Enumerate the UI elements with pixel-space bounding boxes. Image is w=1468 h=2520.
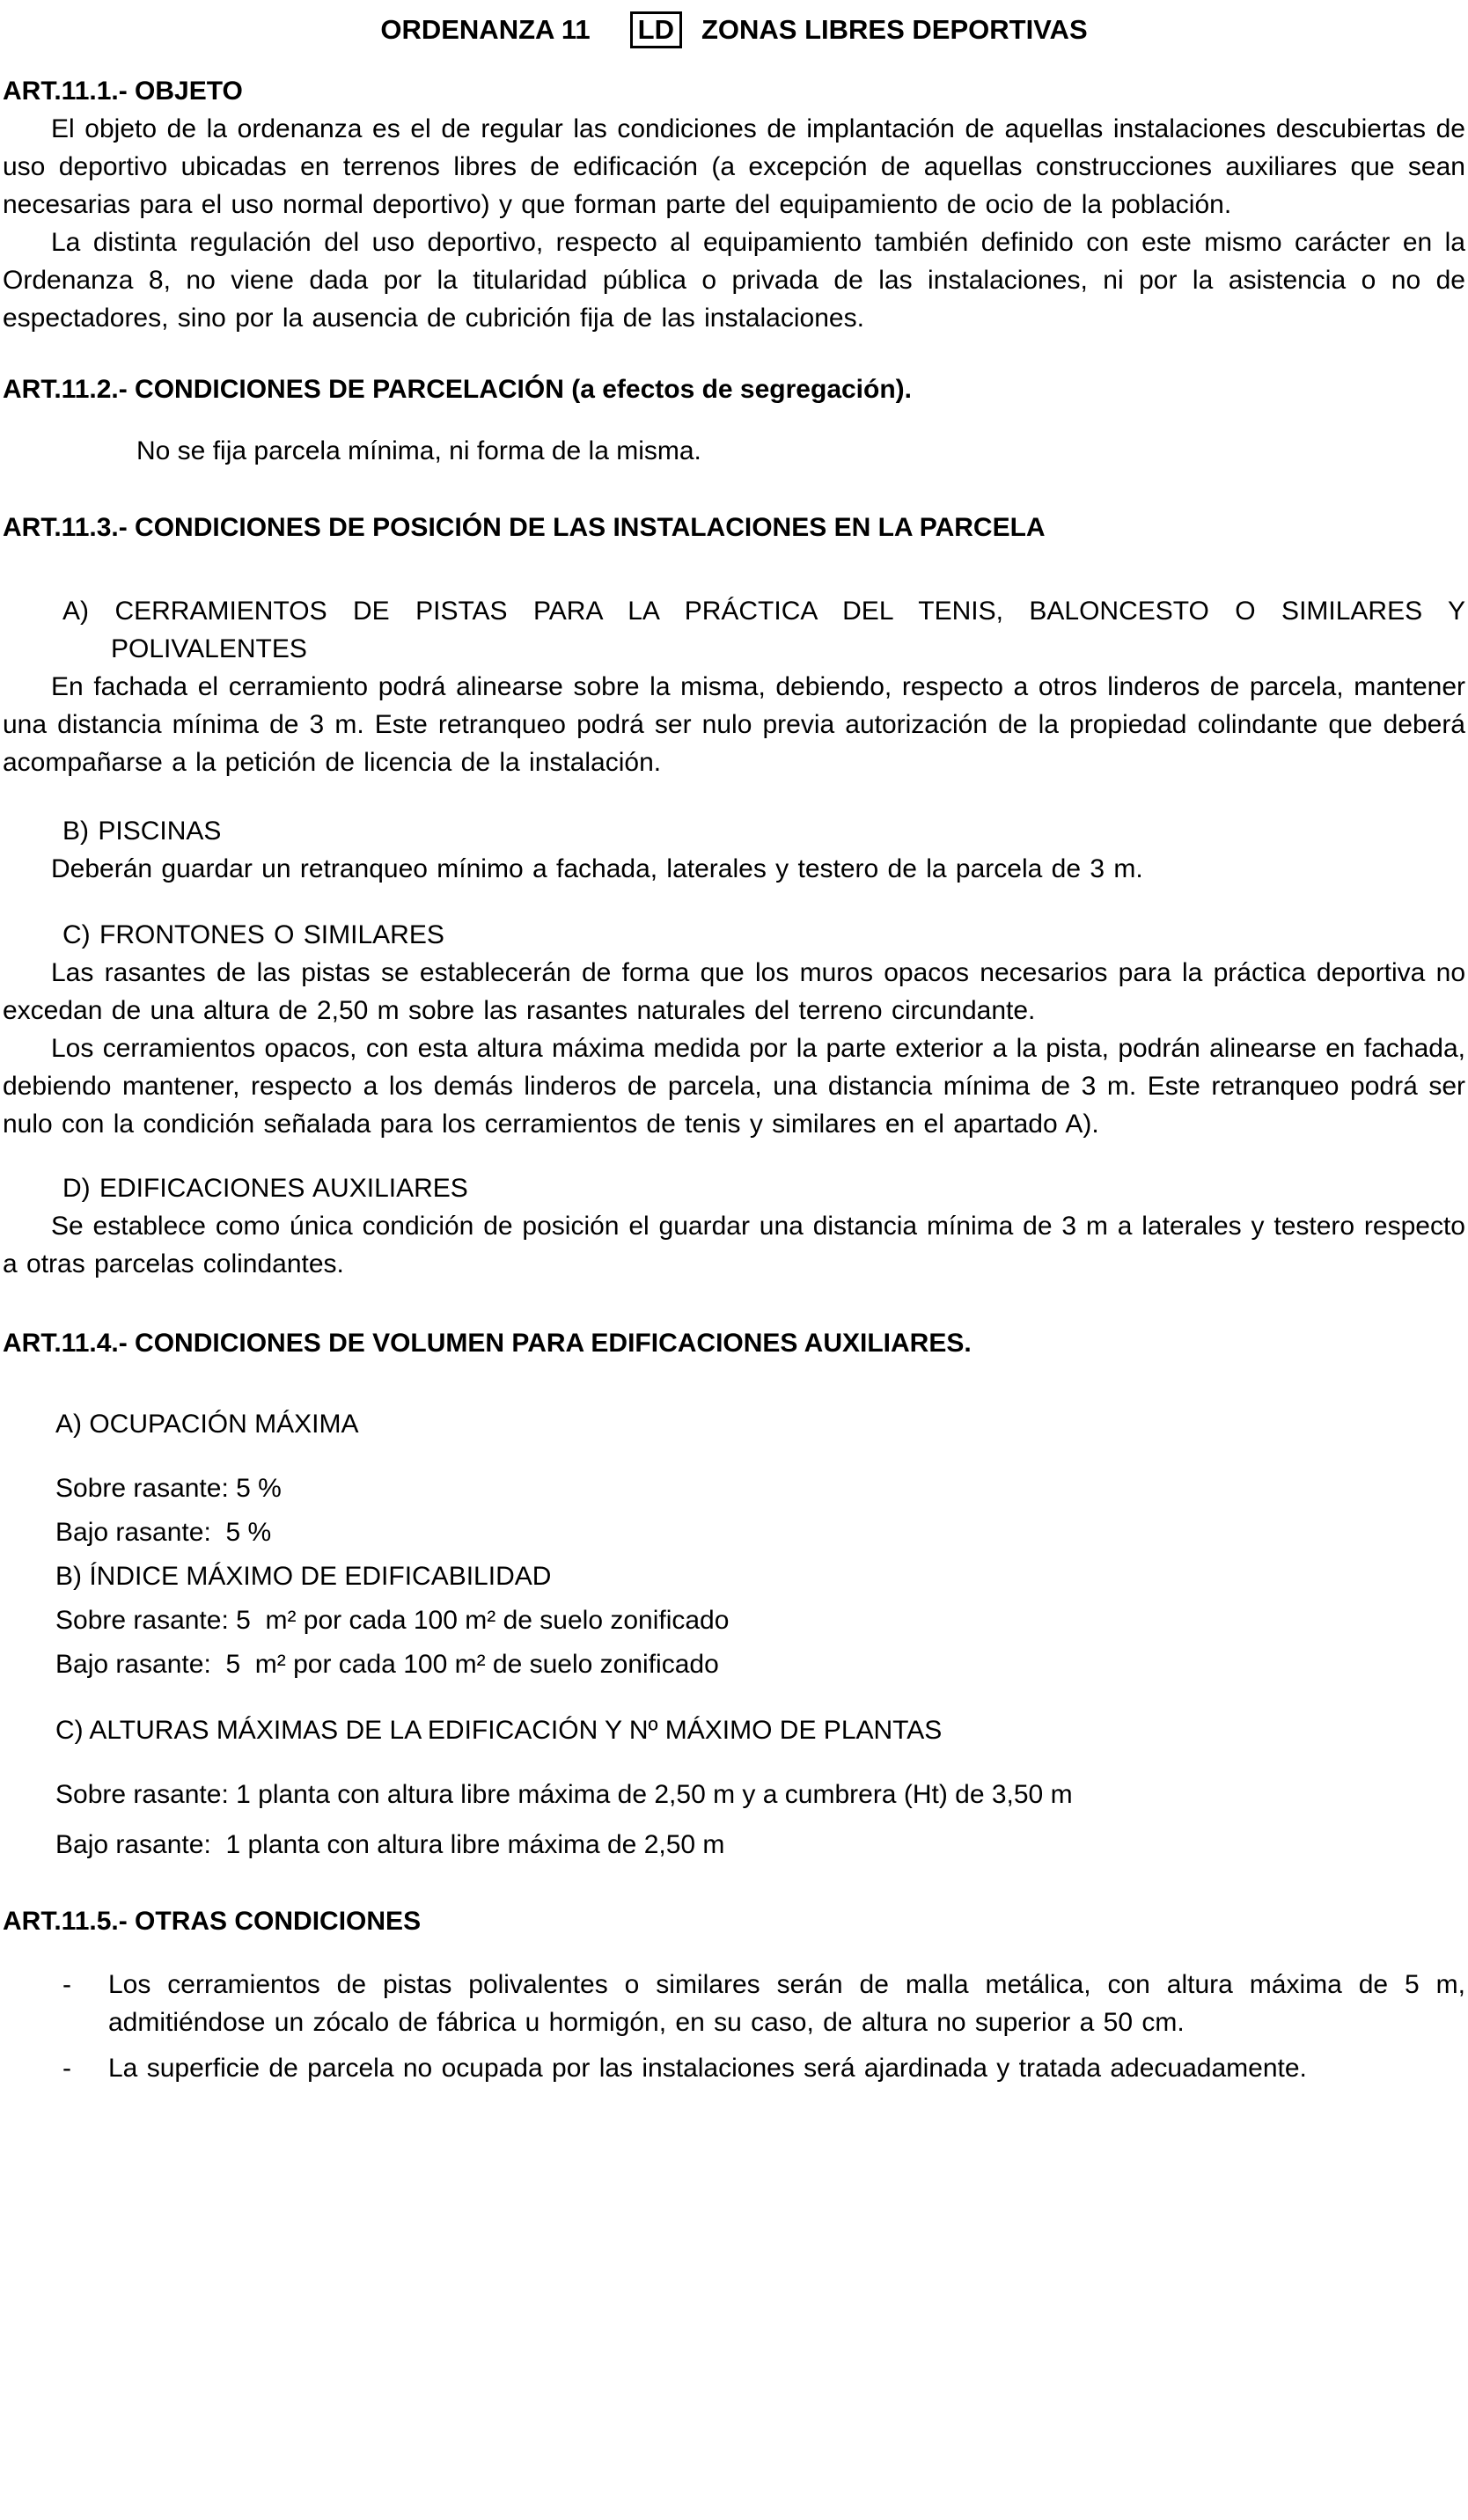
spec-indice-bajo-rasante: Bajo rasante: 5 m² por cada 100 m² de suelo zonificado	[55, 1650, 719, 1679]
paragraph-objeto-1: El objeto de la ordenanza es el de regular las condiciones de implantación de aquellas instalaciones descubiertas de uso deportivo ubicadas en terrenos libres de edificación (a excepción de aquellas construcciones auxiliares que sean necesarias para el uso normal deportivo) y que forman parte del equipamiento de ocio de la población.	[3, 114, 1465, 219]
subsection-title-c: FRONTONES O SIMILARES	[99, 920, 444, 949]
spec-alturas-sobre-rasante: Sobre rasante: 1 planta con altura libre máxima de 2,50 m y a cumbrera (Ht) de 3,50 m	[55, 1780, 1073, 1809]
heading-art-11-1: ART.11.1.- OBJETO	[3, 77, 243, 106]
note-parcela-minima: No se fija parcela mínima, ni forma de la misma.	[136, 436, 701, 465]
heading-art-11-5: ART.11.5.- OTRAS CONDICIONES	[3, 1907, 422, 1936]
paragraph-piscinas: Deberán guardar un retranqueo mínimo a fachada, laterales y testero de la parcela de 3 m.	[51, 854, 1143, 883]
heading-art-11-2: ART.11.2.- CONDICIONES DE PARCELACIÓN (a efectos de segregación).	[3, 375, 912, 404]
spec-indice-sobre-rasante: Sobre rasante: 5 m² por cada 100 m² de suelo zonificado	[55, 1606, 730, 1635]
list-item-superficie-ajardinada	[62, 2049, 1465, 2087]
subsection-heading-alturas	[55, 1711, 1465, 1749]
subsection-heading-c	[62, 916, 1465, 954]
subsection-title-b: PISCINAS	[98, 817, 222, 846]
paragraph-frontones-2: Los cerramientos opacos, con esta altura máxima medida por la parte exterior a la pista, podrán alinearse en fachada, debiendo mantener, respecto a los demás linderos de parcela, una distancia mínima de 3 m. Este retranqueo podrá ser nulo con la condición señalada para los cerramientos de tenis y similares en el apartado A).	[3, 1034, 1465, 1139]
subsection-label-c: C)	[62, 920, 91, 949]
subsection-label-ocupacion: A)	[55, 1410, 82, 1439]
bullet-dash-icon: -	[62, 2054, 71, 2083]
subsection-title-alturas: ALTURAS MÁXIMAS DE LA EDIFICACIÓN Y Nº MÁXIMO DE PLANTAS	[89, 1716, 943, 1745]
spec-alturas-bajo-rasante: Bajo rasante: 1 planta con altura libre máxima de 2,50 m	[55, 1830, 725, 1859]
subsection-heading-a	[62, 592, 1465, 668]
title-ordenanza: ORDENANZA 11	[380, 14, 591, 45]
spec-ocupacion-bajo-rasante: Bajo rasante: 5 %	[55, 1518, 272, 1547]
paragraph-edificaciones-aux: Se establece como única condición de posición el guardar una distancia mínima de 3 m a laterales y testero respecto a otras parcelas colindantes.	[3, 1212, 1465, 1278]
subsection-heading-indice	[55, 1555, 1465, 1599]
subsection-heading-d	[62, 1169, 1465, 1207]
ld-badge: LD	[630, 11, 682, 48]
subsection-label-alturas: C)	[55, 1716, 84, 1745]
list-item-text: La superficie de parcela no ocupada por las instalaciones será ajardinada y tratada adecuadamente.	[108, 2054, 1307, 2083]
subsection-label-a: A)	[62, 597, 89, 626]
subsection-title-d: EDIFICACIONES AUXILIARES	[99, 1174, 468, 1203]
subsection-label-d: D)	[62, 1174, 91, 1203]
subsection-heading-b	[62, 812, 1465, 850]
spec-ocupacion-sobre-rasante: Sobre rasante: 5 %	[55, 1474, 282, 1503]
subsection-title-ocupacion: OCUPACIÓN MÁXIMA	[89, 1410, 359, 1439]
subsection-label-indice: B)	[55, 1562, 82, 1591]
list-item-cerramientos-malla	[62, 1966, 1465, 2041]
subsection-heading-ocupacion	[55, 1405, 1465, 1443]
page-title	[3, 11, 1465, 48]
list-item-text: Los cerramientos de pistas polivalentes o similares serán de malla metálica, con altura máxima de 5 m, admitiéndose un zócalo de fábrica u hormigón, en su caso, de altura no superior a 50 cm.	[108, 1970, 1465, 2037]
heading-art-11-3: ART.11.3.- CONDICIONES DE POSICIÓN DE LAS INSTALACIONES EN LA PARCELA	[3, 513, 1046, 542]
paragraph-frontones-1: Las rasantes de las pistas se establecerán de forma que los muros opacos necesarios para la práctica deportiva no excedan de una altura de 2,50 m sobre las rasantes naturales del terreno circundante.	[3, 958, 1465, 1025]
bullet-dash-icon: -	[62, 1970, 71, 1999]
subsection-title-a: CERRAMIENTOS DE PISTAS PARA LA PRÁCTICA DEL TENIS, BALONCESTO O SIMILARES Y POLIVALENTES	[111, 597, 1465, 663]
heading-art-11-4: ART.11.4.- CONDICIONES DE VOLUMEN PARA EDIFICACIONES AUXILIARES.	[3, 1329, 972, 1358]
title-zonas-libres-deportivas: ZONAS LIBRES DEPORTIVAS	[701, 14, 1088, 45]
subsection-label-b: B)	[62, 817, 89, 846]
paragraph-objeto-2: La distinta regulación del uso deportivo, respecto al equipamiento también definido con este mismo carácter en la Ordenanza 8, no viene dada por la titularidad pública o privada de las instalaciones, ni por la asistencia o no de espectadores, sino por la ausencia de cubrición fija de las instalaciones.	[3, 228, 1465, 333]
subsection-title-indice: ÍNDICE MÁXIMO DE EDIFICABILIDAD	[89, 1562, 552, 1591]
paragraph-cerramientos: En fachada el cerramiento podrá alinearse sobre la misma, debiendo, respecto a otros linderos de parcela, mantener una distancia mínima de 3 m. Este retranqueo podrá ser nulo previa autorización de la propiedad colindante que deberá acompañarse a la petición de licencia de la instalación.	[3, 672, 1465, 777]
